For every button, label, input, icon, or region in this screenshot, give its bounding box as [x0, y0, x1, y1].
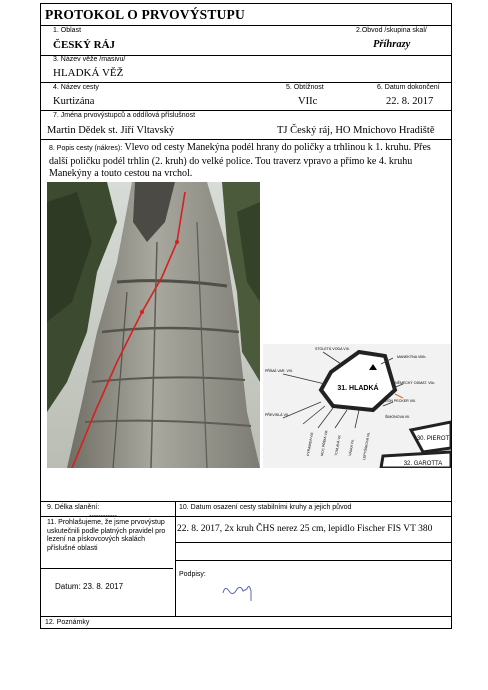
rule [41, 616, 451, 617]
rule [41, 501, 451, 502]
field-district-value: Příhrazy [373, 39, 411, 50]
rule [41, 110, 451, 111]
field-climbers-label: 7. Jména prvovýstupců a oddílová příslušnost [53, 112, 196, 119]
topo-label-mocprima: MOC PŘÍMÁ VIII. [320, 429, 329, 457]
rule [41, 568, 173, 569]
field-region-label: 1. Oblast [53, 27, 82, 34]
topo-label-stoleta: STOLETÁ VODA VIII. [315, 347, 350, 351]
field-signatures-label: Podpisy: [179, 571, 206, 578]
topo-label-manekyna: MANEKÝNA VIIIb. [397, 355, 427, 359]
rule [175, 560, 451, 561]
form-title: PROTOKOL O PRVOVÝSTUPU [45, 7, 245, 22]
field-climbers-value: Martin Dědek st. Jiří Vltavský [47, 125, 175, 136]
topo-label-donpecker: DON PECKER VIII. [385, 399, 417, 403]
topo-label-simonova: ŠIMONOVA VII. [385, 415, 411, 419]
route-photo [47, 182, 260, 468]
topo-tower-label: 31. HLADKÁ [337, 385, 379, 392]
field-district-label: 2.Obvod /skupina skal/ [356, 27, 427, 34]
field-route-value: Kurtizána [53, 96, 95, 107]
field-tower-value: HLADKÁ VĚŽ [53, 67, 124, 79]
protocol-form [40, 3, 452, 629]
field-description-text: Vlevo od cesty Manekýna podél hrany do poličky a trhlinou k 1. kruhu. Přes další poličku podél trhlin (2. kruh) do velké police. Tou traverz vpravo a přímo ke 4. kruhu Manekýny a touto cestou na vrchol. [49, 142, 431, 179]
rock-photo-image [47, 182, 260, 468]
rule [41, 82, 451, 83]
field-declaration-label: 11. Prohlašujeme, že jsme prvovýstup uskutečnili podle platných pravidel pro lezení na pískovcových skalách příslušné oblasti [47, 519, 166, 552]
topo-diagram [263, 344, 451, 468]
field-description-label: 8. Popis cesty (nákres): [49, 145, 123, 152]
topo-label-pyramida: PYRAMIDA VIII. [306, 431, 315, 457]
field-grade-label: 5. Obtížnost [286, 84, 324, 91]
signature-mark [219, 579, 259, 603]
rule [41, 25, 451, 26]
field-date-value: 22. 8. 2017 [386, 96, 434, 107]
topo-label-garotta: 32. GAROTTA [403, 461, 443, 467]
field-rappel-label: 9. Délka slanění: [47, 504, 100, 511]
topo-label-nemecky: NĚMECKÝ ODMAT. VIIc. [395, 381, 436, 385]
topo-label-leptuskova: LEPTŮSKOVA VII. [362, 431, 371, 461]
topo-sketch [263, 344, 451, 468]
topo-label-previsla: PŘEVISLÁ VII. [265, 413, 289, 417]
rule [175, 542, 451, 543]
column-divider [175, 501, 176, 616]
topo-label-prima: PŘÍMÁ VAR. VIII. [265, 369, 293, 373]
field-notes-label: 12. Poznámky [45, 619, 90, 626]
topo-label-valka: VÁLKA VII. [348, 438, 355, 457]
field-grade-value: VIIc [298, 96, 318, 107]
field-route-label: 4. Název cesty [53, 84, 99, 91]
topo-label-pierot: 30. PIEROT [416, 436, 450, 442]
field-tower-label: 3. Název věže /masivu/ [53, 56, 126, 63]
field-region-value: ČESKÝ RÁJ [53, 39, 116, 51]
field-bolts-label: 10. Datum osazení cesty stabilními kruhy a jejich původ [179, 504, 352, 511]
field-declaration-date: Datum: 23. 8. 2017 [55, 582, 124, 591]
field-rappel-value: ------------ [89, 513, 117, 520]
route-description [49, 142, 449, 181]
field-bolts-value: 22. 8. 2017, 2x kruh ČHS nerez 25 cm, lepidlo Fischer FIS VT 380 [177, 524, 433, 534]
field-club-value: TJ Český ráj, HO Mnichovo Hradiště [277, 125, 435, 136]
rule [41, 139, 451, 140]
topo-label-toulava: TOULAVÁ VII. [334, 434, 342, 457]
field-date-label: 6. Datum dokončení [377, 84, 440, 91]
